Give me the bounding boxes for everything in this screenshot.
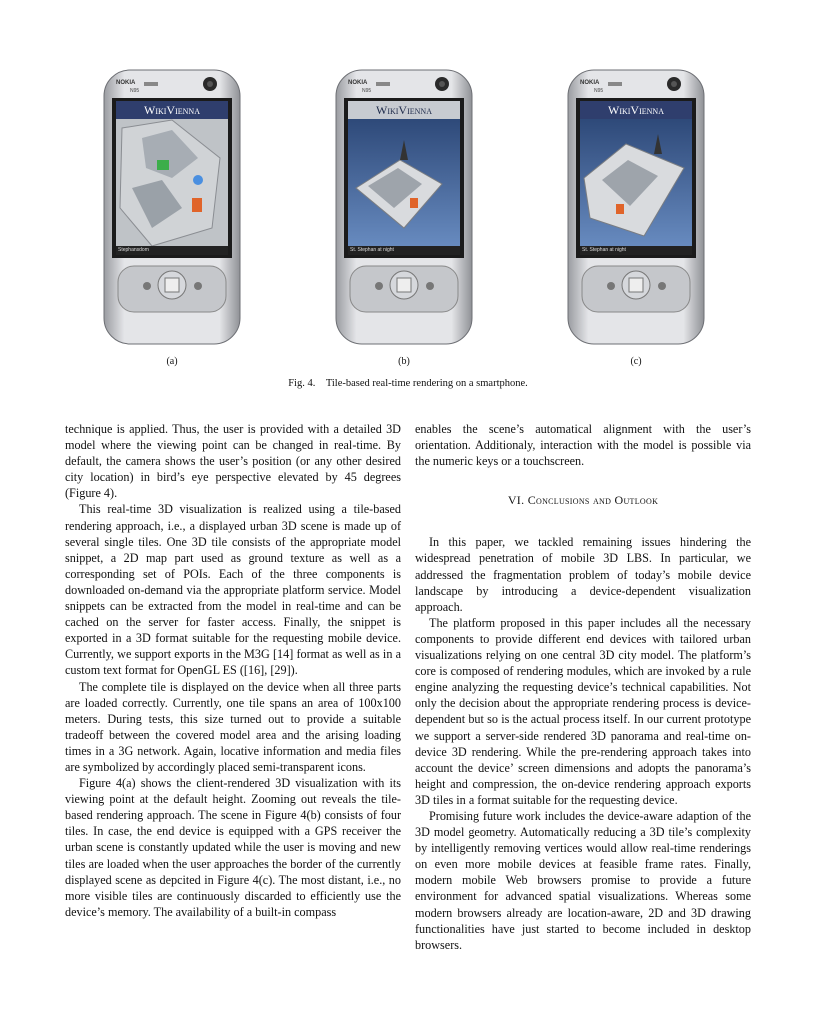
- subfigure-label-c: (c): [630, 356, 642, 367]
- figure-4: [0, 68, 816, 368]
- screen-caption: St. Stephan at night: [582, 247, 626, 253]
- paragraph: The platform proposed in this paper includes all the necessary components to provide different end devices with tailored urban visualizations relying on one central 3D city model. The platform’s core is composed of rendering modules, which are invoked by a rule engine analyzing the requesting device’s technical capabilities. Not only the decision about the appropriate rendering process is device-dependent but so is the actual process itself. In our current prototype we support a server-side rendered 3D panorama and real-time on-device 3D rendering. While the pre-rendering approach takes into account the device’ screen dimensions and adopts the panorama’s height and compression, the on-device rendering approach exports 3D tiles in a format suitable for the requesting device.: [415, 615, 751, 807]
- paragraph: enables the scene’s automatical alignment with the user’s orientation. Additionaly, interaction with the model is possible via the numeric keys or a touchscreen.: [415, 422, 751, 469]
- right-column: [415, 421, 751, 953]
- figure-caption: Fig. 4. Tile-based real-time rendering on a smartphone.: [288, 378, 528, 389]
- paragraph: Figure 4(a) shows the client-rendered 3D visualization with its viewing point at the default height. Zooming out reveals the tile-based rendering approach. The scene in Figure 4(b) consists of four tiles. In case, the end device is equipped with a GPS receiver the urban scene is constantly updated while the user is moving and new tiles are loaded when the user approaches the border of the currently displayed scene as depcited in Figure 4(c). The most distant, i.e., no more visible tiles are continuously discarded to efficiently use the device’s memory. The availability of a built-in compass: [65, 776, 401, 919]
- brand-label: NOKIA: [116, 80, 136, 86]
- model-label: N95: [362, 88, 372, 94]
- section-number: VI.: [507, 493, 525, 508]
- paragraph: This real-time 3D visualization is realized using a tile-based rendering approach, i.e., a displayed urban 3D scene is made up of several single tiles. One 3D tile consists of the appropriate model snippet, a 2D map part used as ground texture as well as a corresponding set of POIs. Each of the three components is downloaded on-demand via the appropriate platform service. Model snippets can be extracted from the model in real-time and can be cached on the server for faster access. Finally, the snippet is exported in a 3D format suitable for the requesting mobile device. Currently, we support exports in the M3G [14] format as well as in a custom text format for OpenGL ES ([16], [29]).: [65, 502, 401, 678]
- screen-caption: Stephansdom: [118, 247, 149, 253]
- brand-label: NOKIA: [580, 80, 600, 86]
- left-column: [65, 421, 401, 920]
- model-label: N95: [130, 88, 140, 94]
- brand-label: NOKIA: [348, 80, 368, 86]
- paragraph: Promising future work includes the device-aware adaption of the 3D model geometry. Automatically reducing a 3D tile’s complexity by intelligently removing vertices would allow real-time renderings on even more mobile devices at feasible frame rates. Finally, modern mobile Web browsers promise to provide a future environment for advanced spatial visualizations. Whereas some modern browsers already are location-aware, 2D and 3D drawing functionalities have just started to become included in desktop browsers.: [415, 808, 751, 952]
- model-label: N95: [594, 88, 604, 94]
- paragraph: The complete tile is displayed on the device when all three parts are loaded correctly. Currently, one tile spans an area of 100x100 meters. During tests, this size turned out to provide a suitable tradeoff between the covered model area and the arising loading times in a 3G network. Again, locative information and media files are symbolized by accordingly placed semi-transparent icons.: [65, 679, 401, 774]
- section-title: Conclusions and Outlook: [527, 493, 659, 508]
- paragraph: technique is applied. Thus, the user is provided with a detailed 3D model where the viewing point can be changed in real-time. By default, the camera shows the user’s position (or any other desired city location) in bird’s eye perspective elevated by 45 degrees (Figure 4).: [65, 422, 401, 501]
- app-title: WikiVienna: [608, 103, 664, 117]
- subfigure-label-b: (b): [398, 356, 410, 367]
- subfigure-label-a: (a): [166, 356, 178, 367]
- screen-caption: St. Stephan at night: [350, 247, 394, 253]
- app-title: WikiVienna: [144, 103, 200, 117]
- app-title: WikiVienna: [376, 103, 432, 117]
- paragraph: In this paper, we tackled remaining issues hindering the widespread penetration of mobile 3D LBS. In particular, we addressed the fragmentation problem of today’s mobile device landscape by introducing a device-dependent visualization approach.: [415, 535, 751, 614]
- section-heading: [415, 492, 751, 508]
